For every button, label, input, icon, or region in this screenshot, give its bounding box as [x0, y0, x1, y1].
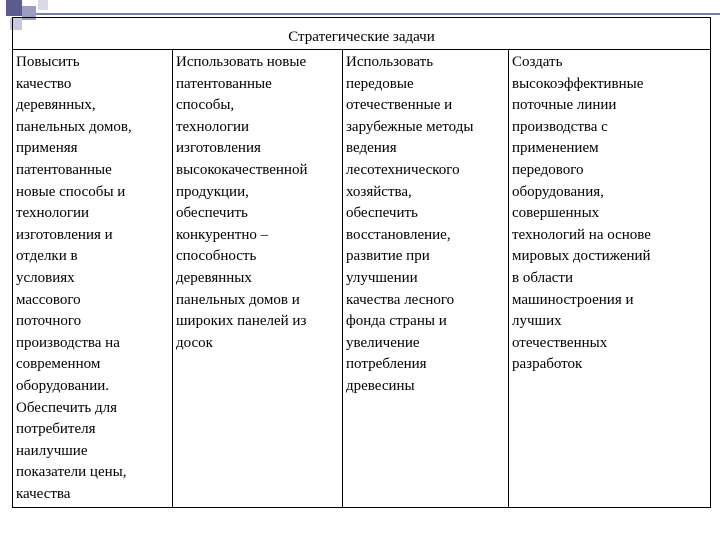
cell-line: машиностроения и — [512, 291, 634, 308]
cell-line: лучших — [512, 313, 562, 330]
cell-line: обеспечить — [346, 205, 418, 222]
cell-line: передовые — [346, 75, 414, 92]
cell-line: способность — [176, 248, 257, 265]
cell-line: патентованные — [176, 75, 272, 92]
cell-line: Использовать новые — [176, 54, 307, 70]
cell-line: Создать — [512, 54, 563, 70]
cell-line: технологии — [176, 118, 250, 135]
cell-line: разработок — [512, 356, 583, 373]
cell-line: панельных домов и — [176, 291, 300, 308]
cell-line: оборудовании. — [16, 377, 109, 394]
table-cell-1 — [13, 50, 173, 508]
cell-line: совершенных — [512, 205, 600, 222]
cell-line: панельных домов, — [16, 118, 132, 135]
cell-line: конкурентно – — [176, 226, 269, 243]
cell-line: передового — [512, 161, 584, 178]
cell-line: применяя — [16, 140, 78, 157]
cell-line: производства с — [512, 118, 608, 135]
table-cell-3 — [343, 50, 509, 508]
cell-line: изготовления — [176, 140, 261, 157]
cell-line: новые способы и — [16, 183, 126, 200]
cell-line: продукции, — [176, 183, 249, 200]
cell-line: применением — [512, 140, 599, 157]
cell-line: увеличение — [346, 334, 420, 351]
cell-line: высококачественной — [176, 161, 308, 178]
cell-line: потребления — [346, 356, 427, 373]
cell-line: высокоэффективные — [512, 75, 644, 92]
cell-line: поточного — [16, 313, 82, 330]
cell-line: развитие при — [346, 248, 430, 265]
cell-line: отечественных — [512, 334, 608, 351]
cell-line: деревянных, — [16, 97, 96, 114]
table-cell-4 — [509, 50, 711, 508]
cell-line: изготовления и — [16, 226, 113, 243]
cell-line: условиях — [16, 269, 75, 286]
cell-line: показатели цены, — [16, 464, 127, 481]
cell-line: наилучшие — [16, 442, 88, 459]
decor-square — [38, 0, 48, 10]
cell-line: деревянных — [176, 269, 252, 286]
table-header: Стратегические задачи — [13, 18, 711, 50]
cell-line: потребителя — [16, 421, 96, 438]
cell-line: Повысить — [16, 54, 80, 70]
table-cell-2 — [173, 50, 343, 508]
decor-rule — [36, 13, 720, 15]
strategic-tasks-table — [12, 17, 711, 508]
cell-line: обеспечить — [176, 205, 248, 222]
cell-line: технологий на основе — [512, 226, 651, 243]
cell-line: ведения — [346, 140, 397, 157]
cell-line: качество — [16, 75, 72, 92]
cell-line: качества лесного — [346, 291, 455, 308]
cell-line: технологии — [16, 205, 90, 222]
cell-line: восстановление, — [346, 226, 451, 243]
table-row — [13, 50, 711, 508]
cell-line: массового — [16, 291, 81, 308]
cell-line: досок — [176, 334, 213, 351]
cell-line: патентованные — [16, 161, 112, 178]
cell-line: фонда страны и — [346, 313, 447, 330]
cell-line: отечественные и — [346, 97, 453, 114]
cell-line: хозяйства, — [346, 183, 412, 200]
cell-line: улучшении — [346, 269, 418, 286]
cell-line: широких панелей из — [176, 313, 307, 330]
cell-line: современном — [16, 356, 101, 373]
cell-line: качества — [16, 485, 71, 502]
cell-line: оборудования, — [512, 183, 604, 200]
table-header-row — [13, 18, 711, 50]
cell-line: отделки в — [16, 248, 78, 265]
cell-line: лесотехнического — [346, 161, 460, 178]
cell-line: древесины — [346, 377, 415, 394]
cell-line: в области — [512, 269, 573, 286]
cell-line: Обеспечить для — [16, 399, 118, 416]
decor-square — [6, 0, 22, 16]
cell-line: способы, — [176, 97, 235, 114]
cell-line: мировых достижений — [512, 248, 651, 265]
cell-line: Использовать — [346, 54, 434, 70]
cell-line: зарубежные методы — [346, 118, 474, 135]
cell-line: производства на — [16, 334, 120, 351]
cell-line: поточные линии — [512, 97, 617, 114]
